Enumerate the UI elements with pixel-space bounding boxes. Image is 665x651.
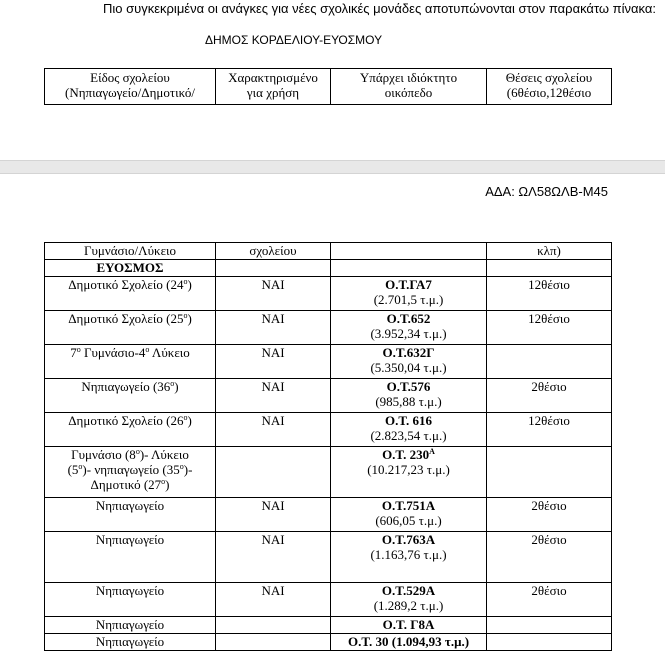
table-row <box>45 447 612 498</box>
school-type-cell <box>45 277 216 311</box>
table-row <box>45 277 612 311</box>
plot-cell <box>331 498 487 532</box>
plot-number <box>333 379 484 394</box>
header-cell-text: Θέσεις σχολείου <box>505 70 593 85</box>
page-separator <box>0 160 665 174</box>
table-row <box>45 634 612 651</box>
plot-number <box>333 617 484 632</box>
table-row <box>45 583 612 617</box>
plot-number <box>333 413 484 428</box>
school-type-text: Γυμνάσιο-4 <box>80 345 146 360</box>
table-header-continuation-row <box>45 243 612 260</box>
school-type-text: ) <box>187 311 192 326</box>
plot-area: (10.217,23 τ.μ.) <box>367 462 450 477</box>
positions-cell: 2θέσιο <box>487 498 612 532</box>
plot-number-text: Ο.Τ.ΓΑ7 <box>385 277 432 292</box>
school-type-cell <box>45 345 216 379</box>
positions-cell: 2θέσιο <box>487 583 612 617</box>
school-type-cell <box>45 532 216 583</box>
header-cell-positions <box>487 69 612 105</box>
table-row <box>45 617 612 634</box>
ada-code: ΑΔΑ: ΩΛ58ΩΛΒ-Μ45 <box>485 184 608 199</box>
header-cell-school-type <box>45 69 216 105</box>
ordinal-sup: ο <box>76 345 81 354</box>
plot-number <box>333 634 484 649</box>
school-type-cell <box>45 379 216 413</box>
ordinal-sup: ο <box>135 447 140 456</box>
table-row <box>45 413 612 447</box>
designated-cell: ΝΑΙ <box>216 277 331 311</box>
plot-number-text: Ο.Τ.576 <box>386 379 431 394</box>
school-type-text: Νηπιαγωγείο (36 <box>81 379 171 394</box>
school-type-text: ) <box>174 379 179 394</box>
table-cell: κλπ) <box>487 243 612 260</box>
header-cell-text: οικόπεδο <box>384 85 433 100</box>
school-type-text: Νηπιαγωγείο <box>95 498 165 513</box>
plot-number-text: Ο.Τ. 230 <box>382 447 430 462</box>
plot-cell <box>331 277 487 311</box>
ordinal-sup: ο <box>78 462 83 471</box>
school-type-text: ) <box>165 477 170 492</box>
header-cell-text: (6θέσιο,12θέσιο <box>506 85 592 100</box>
plot-number-text: Ο.Τ.632Γ <box>382 345 435 360</box>
plot-cell <box>331 447 487 498</box>
intro-text: Πιο συγκεκριμένα οι ανάγκες για νέες σχολικές μονάδες αποτυπώνονται στον παρακάτω πίνακα: <box>102 1 656 16</box>
school-type-text: ) <box>187 413 192 428</box>
school-type-cell <box>45 583 216 617</box>
plot-number-text: Ο.Τ.529Α <box>381 583 436 598</box>
school-type-text: Δημοτικό Σχολείο (24 <box>68 277 184 292</box>
table-row <box>45 345 612 379</box>
plot-cell <box>331 634 487 651</box>
positions-cell: 12θέσιο <box>487 311 612 345</box>
table-row <box>45 311 612 345</box>
header-cell-text: Υπάρχει ιδιόκτητο <box>359 70 458 85</box>
schools-table-body <box>45 243 612 651</box>
header-cell-plot <box>331 69 487 105</box>
school-type-text: Λύκειο <box>149 345 190 360</box>
school-type-cell <box>45 413 216 447</box>
table-row <box>45 379 612 413</box>
plot-cell <box>331 617 487 634</box>
section-row <box>45 260 612 277</box>
plot-number <box>333 498 484 513</box>
table-cell: Γυμνάσιο/Λύκειο <box>45 243 216 260</box>
school-type-text: Δημοτικό Σχολείο (25 <box>68 311 184 326</box>
plot-number-text: Ο.Τ. 30 (1.094,93 τ.μ.) <box>347 634 470 649</box>
header-table <box>44 68 612 105</box>
designated-cell: ΝΑΙ <box>216 379 331 413</box>
table-cell <box>331 243 487 260</box>
designated-cell: ΝΑΙ <box>216 498 331 532</box>
positions-cell: 12θέσιο <box>487 277 612 311</box>
designated-cell <box>216 634 331 651</box>
plot-area: (1.163,76 τ.μ.) <box>370 547 447 562</box>
plot-cell <box>331 532 487 583</box>
table-cell: σχολείου <box>216 243 331 260</box>
positions-cell: 2θέσιο <box>487 379 612 413</box>
school-type-text: )- Λύκειο <box>139 447 189 462</box>
school-type-text: 7 <box>70 345 77 360</box>
plot-area: (985,88 τ.μ.) <box>375 394 442 409</box>
school-type-cell <box>45 617 216 634</box>
plot-number-text: Ο.Τ. 616 <box>384 413 433 428</box>
school-type-text: (5 <box>67 462 79 477</box>
plot-number <box>333 311 484 326</box>
table-cell <box>216 260 331 277</box>
ordinal-sup: ο <box>161 477 166 486</box>
positions-cell: 12θέσιο <box>487 413 612 447</box>
plot-number <box>333 532 484 547</box>
ordinal-sup: ο <box>179 462 184 471</box>
plot-number <box>333 277 484 292</box>
schools-table <box>44 242 612 651</box>
positions-cell <box>487 447 612 498</box>
plot-area: (2.823,54 τ.μ.) <box>370 428 447 443</box>
plot-area: (1.289,2 τ.μ.) <box>373 598 444 613</box>
plot-cell <box>331 583 487 617</box>
positions-cell <box>487 617 612 634</box>
designated-cell: ΝΑΙ <box>216 532 331 583</box>
school-type-text: Δημοτικό Σχολείο (26 <box>68 413 184 428</box>
municipality-title: ΔΗΜΟΣ ΚΟΡΔΕΛΙΟΥ-ΕΥΟΣΜΟΥ <box>205 33 383 47</box>
ordinal-sup: ο <box>183 413 188 422</box>
school-type-text: )- <box>183 462 193 477</box>
plot-number <box>333 345 484 360</box>
table-cell <box>487 260 612 277</box>
table-row <box>45 498 612 532</box>
designated-cell <box>216 617 331 634</box>
table-row <box>45 532 612 583</box>
school-type-text: Γυμνάσιο (8 <box>71 447 136 462</box>
ordinal-sup: ο <box>145 345 150 354</box>
section-title: ΕΥΟΣΜΟΣ <box>45 260 216 277</box>
plot-cell <box>331 379 487 413</box>
school-type-text: ) <box>187 277 192 292</box>
header-cell-designated <box>216 69 331 105</box>
plot-area: (2.701,5 τ.μ.) <box>373 292 444 307</box>
school-type-text: )- νηπιαγωγείο (35 <box>82 462 180 477</box>
ordinal-sup: ο <box>183 277 188 286</box>
plot-cell <box>331 345 487 379</box>
designated-cell: ΝΑΙ <box>216 583 331 617</box>
plot-number <box>333 447 484 462</box>
plot-number <box>333 583 484 598</box>
ordinal-sup: ο <box>170 379 175 388</box>
designated-cell <box>216 447 331 498</box>
school-type-cell <box>45 311 216 345</box>
positions-cell <box>487 345 612 379</box>
ordinal-sup: ο <box>183 311 188 320</box>
school-type-cell <box>45 447 216 498</box>
school-type-cell <box>45 498 216 532</box>
school-type-text: Νηπιαγωγείο <box>95 532 165 547</box>
designated-cell: ΝΑΙ <box>216 311 331 345</box>
plot-number-text: Ο.Τ. Γ8Α <box>382 617 435 632</box>
plot-sup: Α <box>429 447 435 456</box>
plot-number-text: Ο.Τ.763Α <box>381 532 436 547</box>
school-type-cell <box>45 634 216 651</box>
plot-number-text: Ο.Τ.751Α <box>381 498 436 513</box>
school-type-text: Νηπιαγωγείο <box>95 617 165 632</box>
header-cell-text: (Νηπιαγωγείο/Δημοτικό/ <box>64 85 195 100</box>
header-cell-text: Χαρακτηρισμένο <box>228 70 318 85</box>
plot-area: (3.952,34 τ.μ.) <box>370 326 447 341</box>
designated-cell: ΝΑΙ <box>216 345 331 379</box>
school-type-text: Νηπιαγωγείο <box>95 583 165 598</box>
plot-cell <box>331 413 487 447</box>
school-type-text: Νηπιαγωγείο <box>95 634 165 649</box>
plot-cell <box>331 311 487 345</box>
header-row <box>45 69 612 105</box>
designated-cell: ΝΑΙ <box>216 413 331 447</box>
plot-number-text: Ο.Τ.652 <box>386 311 431 326</box>
positions-cell <box>487 634 612 651</box>
school-type-text: Δημοτικό (27 <box>90 477 162 492</box>
table-cell <box>331 260 487 277</box>
header-cell-text: για χρήση <box>246 85 300 100</box>
header-cell-text: Είδος σχολείου <box>90 70 170 85</box>
positions-cell: 2θέσιο <box>487 532 612 583</box>
plot-area: (5.350,04 τ.μ.) <box>370 360 447 375</box>
plot-area: (606,05 τ.μ.) <box>375 513 442 528</box>
